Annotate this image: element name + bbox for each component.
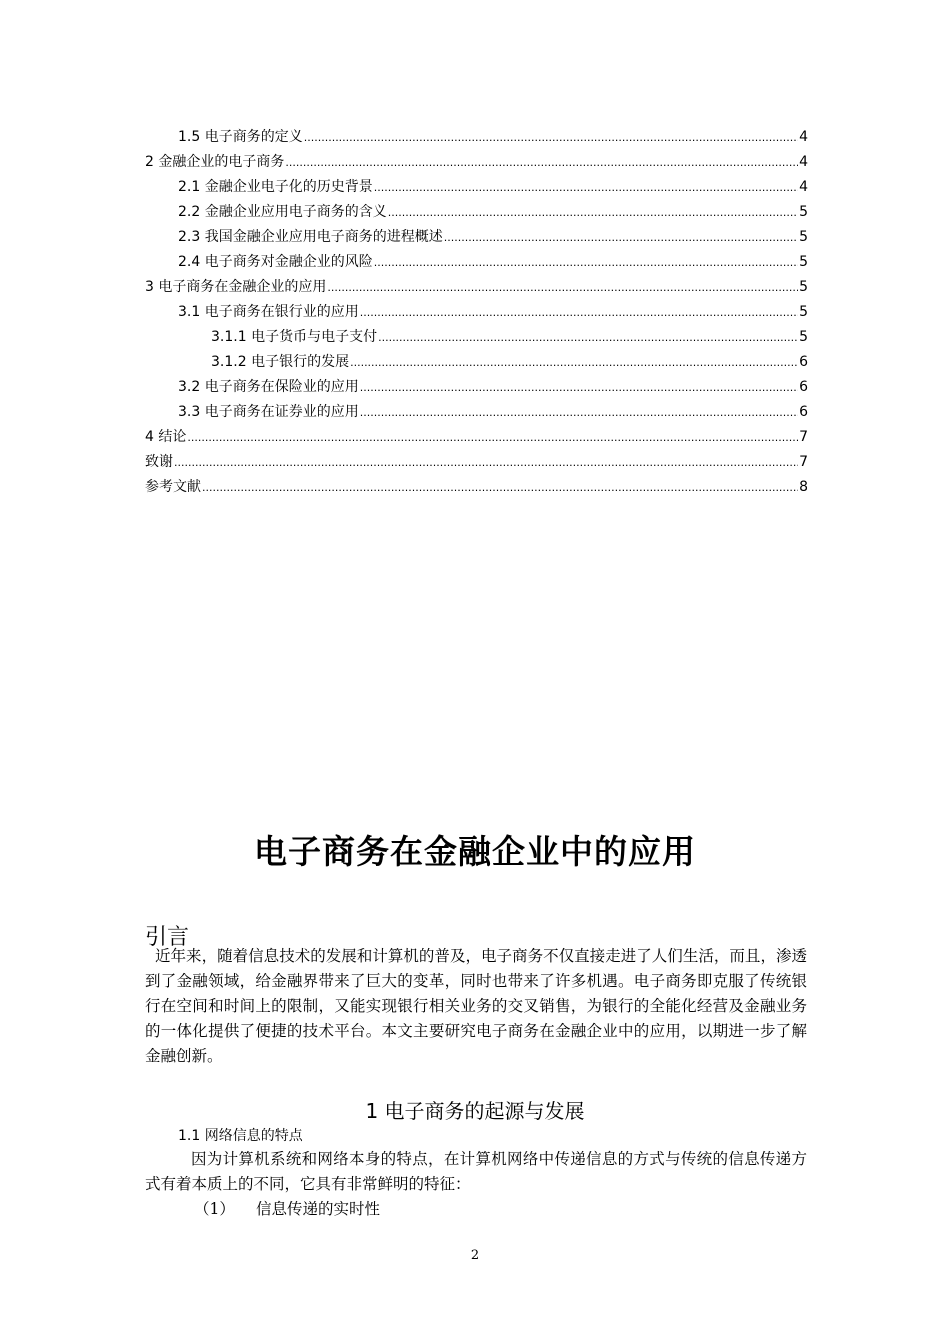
body-paragraph: 因为计算机系统和网络本身的特点，在计算机网络中传递信息的方式与传统的信息传递方式有着本质上的不同，它具有非常鲜明的特征： [145,1150,807,1193]
toc-entry[interactable] [145,200,808,225]
section-heading: 1 电子商务的起源与发展 [365,1099,585,1123]
toc-entry[interactable] [145,375,808,400]
list-item [194,1197,380,1222]
toc-entry[interactable] [145,250,808,275]
toc-dot-leader [360,300,798,325]
toc-dot-leader [350,350,798,375]
table-of-contents [145,125,808,500]
intro-heading: 引言 [145,925,190,950]
toc-dot-leader [374,250,798,275]
toc-dot-leader [187,425,798,450]
toc-entry[interactable] [145,400,808,425]
toc-dot-leader [174,450,798,475]
subsection-heading: 1.1 网络信息的特点 [178,1128,303,1144]
toc-entry-title: 2.4 电子商务对金融企业的风险 [178,254,373,270]
toc-dot-leader [388,200,798,225]
toc-dot-leader [374,175,798,200]
list-item-number: （1） [194,1200,235,1218]
toc-entry-page: 5 [799,279,808,295]
toc-dot-leader [202,475,798,500]
toc-entry-page: 5 [799,204,808,220]
toc-entry[interactable] [145,275,808,300]
intro-paragraph: 近年来，随着信息技术的发展和计算机的普及，电子商务不仅直接走进了人们生活，而且，渗透到了金融领域，给金融界带来了巨大的变革，同时也带来了许多机遇。电子商务即克服了传统银行在空间和时间上的限制，又能实现银行相关业务的交叉销售，为银行的全能化经营及金融业务的一体化提供了便捷的技术平台。本文主要研究电子商务在金融企业中的应用，以期进一步了解金融创新。 [145,947,807,1065]
toc-entry[interactable] [145,300,808,325]
document-title: 电子商务在金融企业中的应用 [254,832,696,871]
toc-entry-title: 3.1.2 电子银行的发展 [211,354,350,370]
toc-entry-page: 6 [799,354,808,370]
toc-entry-page: 7 [799,454,808,470]
toc-entry-page: 4 [799,154,808,170]
toc-entry-page: 5 [799,254,808,270]
toc-entry-page: 4 [799,129,808,145]
toc-entry-page: 5 [799,229,808,245]
toc-entry[interactable] [145,450,808,475]
toc-entry[interactable] [145,150,808,175]
toc-entry[interactable] [145,175,808,200]
list-item-text: 信息传递的实时性 [256,1200,381,1218]
toc-dot-leader [378,325,798,350]
toc-entry[interactable] [145,125,808,150]
toc-dot-leader [360,400,798,425]
toc-entry-title: 2.2 金融企业应用电子商务的含义 [178,204,387,220]
page-number: 2 [470,1248,480,1263]
toc-entry-page: 6 [799,404,808,420]
toc-entry-page: 8 [799,479,808,495]
toc-entry-title: 3 电子商务在金融企业的应用 [145,279,327,295]
toc-dot-leader [285,150,798,175]
toc-entry-title: 4 结论 [145,429,187,445]
toc-entry-title: 3.1.1 电子货币与电子支付 [211,329,378,345]
toc-dot-leader [360,375,798,400]
toc-entry-title: 3.2 电子商务在保险业的应用 [178,379,359,395]
toc-entry[interactable] [145,350,808,375]
toc-entry[interactable] [145,425,808,450]
toc-entry-page: 5 [799,304,808,320]
toc-entry-page: 6 [799,379,808,395]
toc-dot-leader [444,225,798,250]
toc-dot-leader [304,125,798,150]
toc-entry-page: 4 [799,179,808,195]
toc-entry-title: 3.3 电子商务在证券业的应用 [178,404,359,420]
toc-entry-title: 2.3 我国金融企业应用电子商务的进程概述 [178,229,443,245]
toc-entry-title: 3.1 电子商务在银行业的应用 [178,304,359,320]
toc-entry-title: 2.1 金融企业电子化的历史背景 [178,179,373,195]
toc-dot-leader [327,275,798,300]
toc-entry-title: 参考文献 [145,479,201,495]
toc-entry[interactable] [145,225,808,250]
toc-entry[interactable] [145,325,808,350]
toc-entry-page: 5 [799,329,808,345]
toc-entry[interactable] [145,475,808,500]
toc-entry-page: 7 [799,429,808,445]
toc-entry-title: 2 金融企业的电子商务 [145,154,285,170]
toc-entry-title: 1.5 电子商务的定义 [178,129,303,145]
toc-entry-title: 致谢 [145,454,173,470]
